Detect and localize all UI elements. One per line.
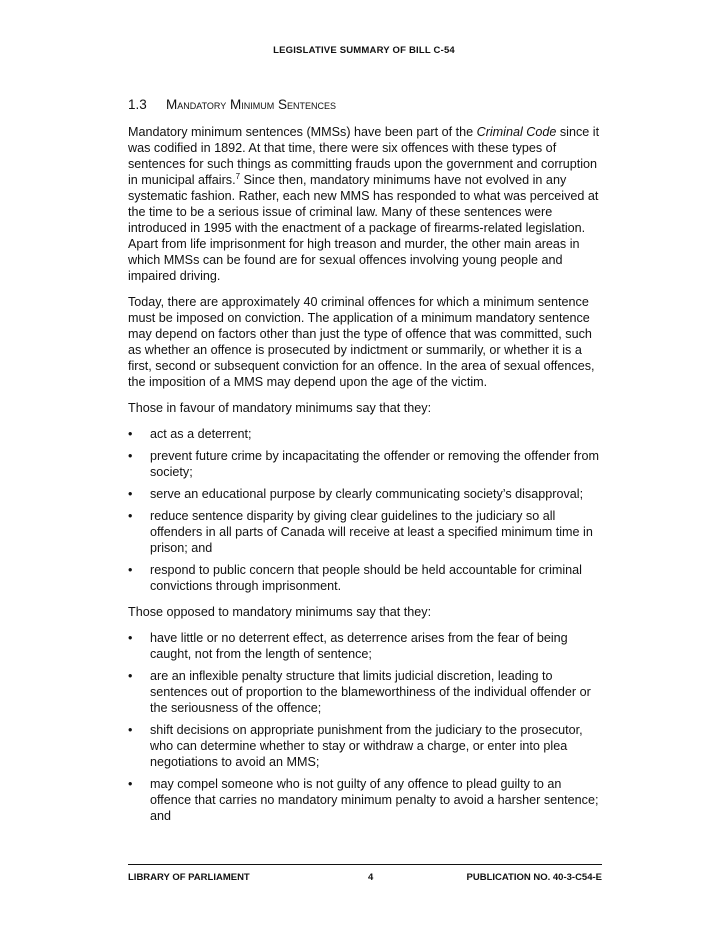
list-item-text: serve an educational purpose by clearly communicating society’s disapproval; xyxy=(150,487,584,501)
list-item-text: reduce sentence disparity by giving clear guidelines to the judiciary so all offenders in all parts of Canada will receive at least a specified minimum time in prison; and xyxy=(150,509,593,555)
paragraph-history xyxy=(128,124,603,284)
favour-list xyxy=(128,426,603,594)
list-item xyxy=(128,508,603,556)
list-item xyxy=(128,722,603,770)
list-item-text: shift decisions on appropriate punishment from the judiciary to the prosecutor, who can determine whether to stay or withdraw a charge, or enter into plea negotiations to avoid an MMS; xyxy=(150,723,583,769)
bullet-icon: • xyxy=(128,427,133,441)
para1-text-a: Mandatory minimum sentences (MMSs) have been part of the xyxy=(128,125,477,139)
criminal-code-italic: Criminal Code xyxy=(476,125,557,139)
bullet-icon: • xyxy=(128,669,133,683)
bullet-icon: • xyxy=(128,777,133,791)
list-item-text: may compel someone who is not guilty of any offence to plead guilty to an offence that carries no mandatory minimum penalty to avoid a harsher sentence; and xyxy=(150,777,599,823)
para1-text-b: since it was codified in 1892. At that time, there were six offences with these types of sentences for such things as committing frauds upon the government and corruption in municipal affairs. xyxy=(128,125,600,187)
footer-divider xyxy=(128,864,602,865)
section-title: Mandatory Minimum Sentences xyxy=(166,97,337,112)
opposed-intro: Those opposed to mandatory minimums say that they: xyxy=(128,605,432,619)
list-item-text: are an inflexible penalty structure that limits judicial discretion, leading to sentences out of proportion to the blameworthiness of the individual offender or the seriousness of the offence; xyxy=(150,669,591,715)
para1-text-c: Since then, mandatory minimums have not evolved in any systematic fashion. Rather, each new MMS has responded to what was perceived at the time to be a serious issue of criminal law. Many of these sentences were introduced in 1995 with the enactment of a package of firearms-related legislation. Apart from life imprisonment for high treason and murder, the other main areas in which MMSs can be found are for sexual offences involving young people and impaired driving. xyxy=(128,173,599,283)
bullet-icon: • xyxy=(128,449,133,463)
list-item-text: act as a deterrent; xyxy=(150,427,252,441)
bullet-icon: • xyxy=(128,631,133,645)
list-item xyxy=(128,776,603,824)
publication-number: PUBLICATION NO. 40-3-C54-E xyxy=(466,872,602,883)
footer-library-name: LIBRARY OF PARLIAMENT xyxy=(128,872,250,883)
bullet-icon: • xyxy=(128,487,133,501)
footnote-ref[interactable]: 7 xyxy=(235,171,241,181)
running-header: LEGISLATIVE SUMMARY OF BILL C-54 xyxy=(273,45,455,56)
list-item xyxy=(128,426,603,442)
bullet-icon: • xyxy=(128,563,133,577)
list-item xyxy=(128,562,603,594)
list-item xyxy=(128,486,603,502)
list-item-text: have little or no deterrent effect, as deterrence arises from the fear of being caught, not from the length of sentence; xyxy=(150,631,568,661)
favour-intro: Those in favour of mandatory minimums say that they: xyxy=(128,401,432,415)
opposed-list xyxy=(128,630,603,824)
list-item xyxy=(128,448,603,480)
list-item-text: respond to public concern that people should be held accountable for criminal convictions through imprisonment. xyxy=(150,563,582,593)
page-footer xyxy=(128,872,602,886)
page-number: 4 xyxy=(368,872,374,883)
section-heading xyxy=(128,96,603,114)
bullet-icon: • xyxy=(128,509,133,523)
list-item xyxy=(128,668,603,716)
page-body xyxy=(128,96,603,834)
bullet-icon: • xyxy=(128,723,133,737)
list-item-text: prevent future crime by incapacitating the offender or removing the offender from society; xyxy=(150,449,599,479)
section-number: 1.3 xyxy=(128,97,147,112)
list-item xyxy=(128,630,603,662)
paragraph-current: Today, there are approximately 40 criminal offences for which a minimum sentence must be imposed on conviction. The application of a minimum mandatory sentence may depend on factors other than just the type of offence that was committed, such as whether an offence is prosecuted by indictment or summarily, or whether it is a first, second or subsequent conviction for an offence. In the area of sexual offences, the imposition of a MMS may depend upon the age of the victim. xyxy=(128,295,595,389)
